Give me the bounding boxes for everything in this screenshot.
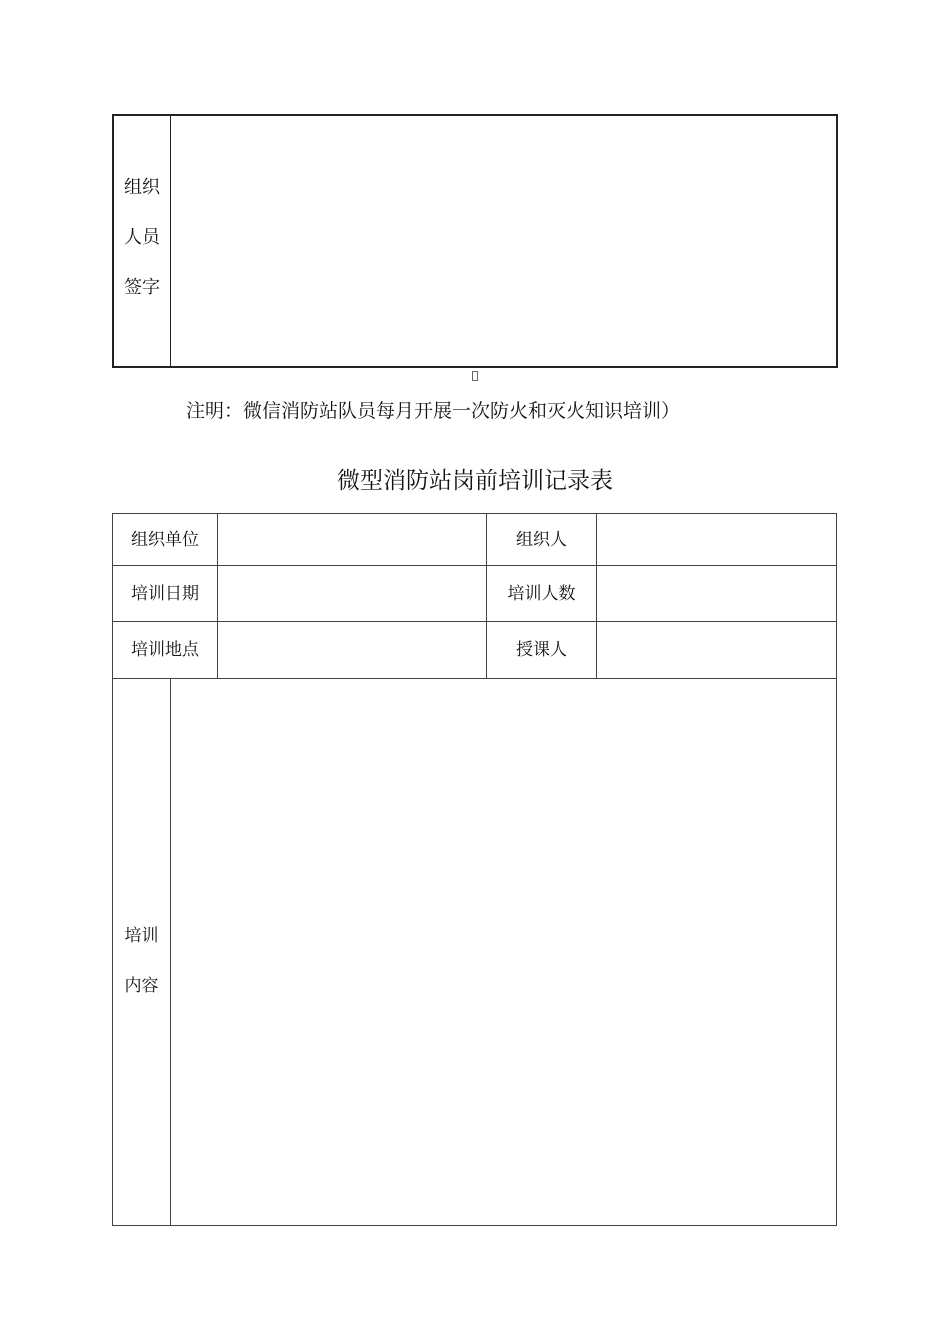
training-date-label: 培训日期 [131, 584, 199, 604]
training-location-field[interactable] [218, 622, 486, 678]
training-content-label-line-2: 内容 [124, 976, 159, 996]
signature-label-line-2: 人员 [124, 227, 160, 248]
organizer-label: 组织人 [516, 530, 567, 550]
training-record-table [112, 513, 837, 1226]
paragraph-marker [472, 371, 478, 381]
instructor-field[interactable] [597, 622, 836, 678]
organizing-unit-field[interactable] [218, 514, 486, 565]
training-content-label-line-1: 培训 [124, 926, 159, 946]
instructor-label: 授课人 [516, 640, 567, 660]
signature-label-line-1: 组织 [124, 177, 160, 198]
organizer-signature-box [112, 114, 838, 368]
training-content-field[interactable] [171, 679, 836, 1225]
note-text: 注明：微信消防站队员每月开展一次防火和灭火知识培训） [186, 400, 681, 422]
organizing-unit-label: 组织单位 [131, 530, 199, 550]
organizer-field[interactable] [597, 514, 836, 565]
trainee-count-field[interactable] [597, 566, 836, 621]
training-location-label: 培训地点 [131, 640, 199, 660]
form-title: 微型消防站岗前培训记录表 [337, 468, 613, 494]
trainee-count-label: 培训人数 [507, 584, 576, 604]
training-date-field[interactable] [218, 566, 486, 621]
organizer-signature-label-cell [114, 116, 171, 366]
signature-label-line-3: 签字 [124, 277, 160, 298]
organizer-signature-field[interactable] [172, 116, 836, 366]
